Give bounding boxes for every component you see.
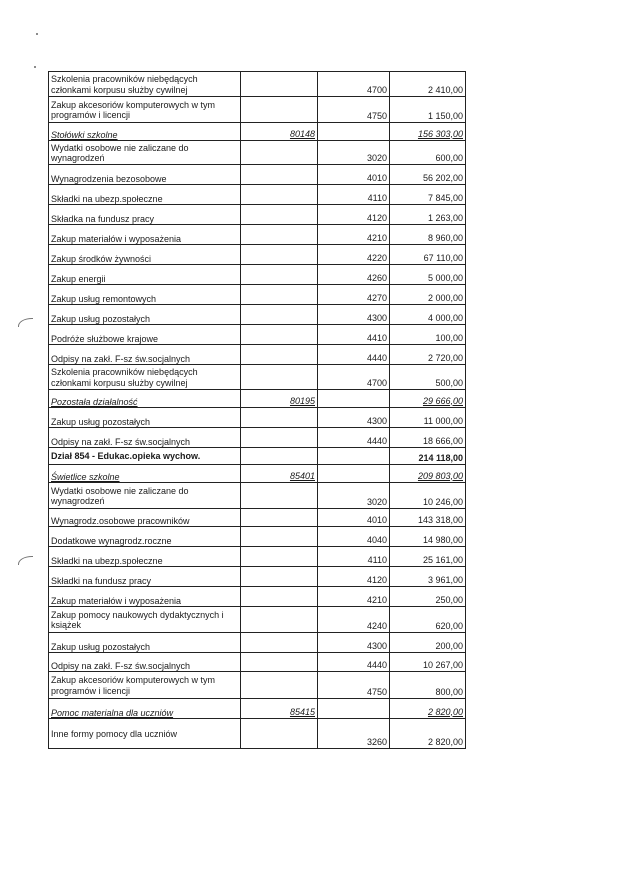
row-paragraph-code: [318, 205, 390, 224]
row-section-code: [241, 428, 318, 447]
row-name: [49, 408, 241, 427]
row-amount-text: 209 803,00: [417, 470, 463, 481]
row-section-code: [241, 587, 318, 606]
row-amount-text: 11 000,00: [423, 415, 463, 426]
row-name-text: Zakup energii: [51, 273, 106, 284]
row-section-code: [241, 165, 318, 184]
row-section-code: [241, 465, 318, 482]
row-amount-text: 800,00: [435, 686, 463, 697]
row-paragraph-code-text: 4440: [366, 435, 387, 446]
table-row: [49, 633, 465, 653]
row-paragraph-code-text: 4750: [366, 110, 387, 121]
row-paragraph-code-text: 4260: [366, 272, 387, 283]
row-paragraph-code: [318, 265, 390, 284]
row-name-text: Składka na fundusz pracy: [51, 213, 155, 224]
table-row: [49, 165, 465, 185]
row-name: [49, 465, 241, 482]
row-amount-text: 1 263,00: [427, 212, 463, 223]
table-row: [49, 509, 465, 527]
row-name: [49, 245, 241, 264]
row-paragraph-code-text: 4700: [366, 377, 387, 388]
row-name: [49, 225, 241, 244]
row-name: [49, 567, 241, 586]
row-name-text: Wydatki osobowe nie zaliczane do wynagrodzeń: [51, 485, 189, 506]
row-paragraph-code-text: 4240: [366, 620, 387, 631]
row-name: [49, 72, 241, 96]
row-name: [49, 672, 241, 698]
row-name: [49, 483, 241, 508]
row-paragraph-code-text: 4220: [366, 252, 387, 263]
row-amount: [390, 428, 465, 447]
row-section-code: [241, 265, 318, 284]
row-name-text: Zakup akcesoriów komputerowych w tym programów i licencji: [51, 675, 216, 696]
row-paragraph-code: [318, 365, 390, 389]
row-amount-text: 18 666,00: [422, 435, 463, 446]
row-name: [49, 428, 241, 447]
row-paragraph-code: [318, 607, 390, 632]
row-section-code: [241, 141, 318, 164]
row-amount: [390, 672, 465, 698]
row-amount: [390, 265, 465, 284]
row-paragraph-code: [318, 285, 390, 304]
table-row: [49, 547, 465, 567]
row-name-text: Dodatkowe wynagrodz.roczne: [51, 535, 172, 546]
row-paragraph-code-text: 4750: [366, 686, 387, 697]
table-row: [49, 719, 465, 749]
row-amount-text: 29 666,00: [422, 395, 463, 406]
row-amount-text: 600,00: [435, 152, 463, 163]
row-paragraph-code-text: 4010: [366, 514, 387, 525]
row-name: [49, 653, 241, 671]
row-section-code: [241, 448, 318, 464]
row-section-code: [241, 509, 318, 526]
row-section-code: [241, 245, 318, 264]
table-row: [49, 205, 465, 225]
row-amount: [390, 448, 465, 464]
row-section-code: [241, 185, 318, 204]
row-paragraph-code-text: 3020: [366, 496, 387, 507]
row-paragraph-code: [318, 672, 390, 698]
row-paragraph-code: [318, 408, 390, 427]
row-paragraph-code: [318, 567, 390, 586]
row-paragraph-code-text: 4010: [366, 172, 387, 183]
row-paragraph-code-text: 4120: [366, 212, 387, 223]
row-paragraph-code: [318, 225, 390, 244]
budget-table: [48, 71, 466, 749]
table-row: [49, 185, 465, 205]
row-section-code: [241, 653, 318, 671]
row-paragraph-code: [318, 97, 390, 122]
row-section-code: [241, 699, 318, 718]
row-amount: [390, 225, 465, 244]
row-amount: [390, 285, 465, 304]
table-row: [49, 672, 465, 699]
row-name-text: Pozostała działalność: [51, 396, 138, 407]
row-name-text: Szkolenia pracowników niebędących członkami korpusu służby cywilnej: [51, 367, 198, 388]
row-paragraph-code-text: 4210: [366, 594, 387, 605]
row-paragraph-code: [318, 547, 390, 566]
row-amount: [390, 72, 465, 96]
row-name-text: Zakup pomocy naukowych dydaktycznych i książek: [51, 609, 224, 630]
table-row: [49, 607, 465, 633]
row-amount-text: 10 267,00: [422, 659, 463, 670]
row-paragraph-code-text: 4700: [366, 84, 387, 95]
dzial-row: [49, 448, 465, 465]
row-amount: [390, 205, 465, 224]
row-amount: [390, 527, 465, 546]
row-section-code-text: 85401: [289, 470, 315, 481]
row-section-code: [241, 633, 318, 652]
table-row: [49, 428, 465, 448]
row-paragraph-code-text: 4300: [366, 640, 387, 651]
row-section-code: [241, 527, 318, 546]
section-row: [49, 699, 465, 719]
row-name: [49, 141, 241, 164]
row-amount: [390, 483, 465, 508]
table-row: [49, 365, 465, 390]
row-name-text: Inne formy pomocy dla uczniów: [51, 728, 178, 739]
row-amount: [390, 408, 465, 427]
row-paragraph-code: [318, 719, 390, 748]
row-paragraph-code: [318, 527, 390, 546]
row-amount-text: 67 110,00: [423, 252, 463, 263]
row-name-text: Pomoc materialna dla uczniów: [51, 707, 174, 718]
row-name: [49, 587, 241, 606]
row-amount: [390, 325, 465, 344]
row-paragraph-code: [318, 185, 390, 204]
row-name-text: Wydatki osobowe nie zaliczane do wynagrodzeń: [51, 142, 189, 163]
row-name-text: Składki na fundusz pracy: [51, 575, 152, 586]
row-name: [49, 165, 241, 184]
row-name: [49, 448, 241, 464]
row-amount-text: 5 000,00: [427, 272, 463, 283]
row-amount-text: 250,00: [435, 594, 463, 605]
row-amount-text: 100,00: [435, 332, 463, 343]
row-name: [49, 699, 241, 718]
row-name: [49, 185, 241, 204]
section-row: [49, 465, 465, 483]
row-name-text: Odpisy na zakł. F-sz św.socjalnych: [51, 436, 191, 447]
row-amount-text: 25 161,00: [422, 554, 463, 565]
row-name-text: Wynagrodzenia bezosobowe: [51, 173, 167, 184]
row-paragraph-code: [318, 509, 390, 526]
row-paragraph-code-text: 4040: [366, 534, 387, 545]
row-amount: [390, 653, 465, 671]
row-name-text: Dział 854 - Edukac.opieka wychow.: [51, 451, 201, 462]
row-amount-text: 56 202,00: [422, 172, 463, 183]
row-name: [49, 527, 241, 546]
punch-hole-mark: [18, 556, 33, 565]
row-paragraph-code: [318, 699, 390, 718]
row-amount: [390, 185, 465, 204]
row-name: [49, 205, 241, 224]
row-paragraph-code-text: 4440: [366, 659, 387, 670]
row-amount-text: 214 118,00: [418, 452, 463, 463]
row-amount-text: 2 820,00: [427, 706, 463, 717]
table-row: [49, 97, 465, 123]
row-amount-text: 8 960,00: [427, 232, 463, 243]
row-paragraph-code: [318, 390, 390, 407]
row-section-code: [241, 719, 318, 748]
row-section-code: [241, 390, 318, 407]
row-amount: [390, 365, 465, 389]
table-row: [49, 527, 465, 547]
row-amount: [390, 345, 465, 364]
row-paragraph-code: [318, 448, 390, 464]
row-paragraph-code-text: 4270: [366, 292, 387, 303]
row-amount-text: 10 246,00: [422, 496, 463, 507]
row-paragraph-code: [318, 72, 390, 96]
section-row: [49, 390, 465, 408]
row-section-code: [241, 325, 318, 344]
section-row: [49, 123, 465, 141]
row-amount: [390, 141, 465, 164]
row-amount: [390, 547, 465, 566]
row-paragraph-code-text: 4300: [366, 312, 387, 323]
row-paragraph-code: [318, 305, 390, 324]
row-amount: [390, 699, 465, 718]
row-name-text: Wynagrodz.osobowe pracowników: [51, 515, 190, 526]
row-name-text: Zakup materiałów i wyposażenia: [51, 233, 182, 244]
row-amount-text: 1 150,00: [427, 110, 463, 121]
table-row: [49, 245, 465, 265]
row-section-code: [241, 123, 318, 140]
row-paragraph-code-text: 4210: [366, 232, 387, 243]
row-amount-text: 3 961,00: [427, 574, 463, 585]
row-name-text: Odpisy na zakł. F-sz św.socjalnych: [51, 660, 191, 671]
row-amount: [390, 305, 465, 324]
row-amount: [390, 97, 465, 122]
row-name-text: Podróże służbowe krajowe: [51, 333, 159, 344]
row-amount-text: 156 303,00: [417, 128, 463, 139]
row-name: [49, 97, 241, 122]
row-name: [49, 285, 241, 304]
row-section-code: [241, 72, 318, 96]
table-row: [49, 305, 465, 325]
scan-speck: [36, 33, 38, 35]
row-amount: [390, 587, 465, 606]
scan-speck: [34, 66, 36, 68]
punch-hole-mark: [18, 318, 33, 327]
row-amount-text: 143 318,00: [417, 514, 463, 525]
row-amount: [390, 567, 465, 586]
row-name-text: Zakup usług pozostałych: [51, 641, 151, 652]
table-row: [49, 483, 465, 509]
row-name: [49, 265, 241, 284]
row-name: [49, 547, 241, 566]
row-paragraph-code: [318, 245, 390, 264]
row-paragraph-code: [318, 587, 390, 606]
row-name: [49, 325, 241, 344]
row-paragraph-code-text: 4110: [367, 554, 387, 565]
table-row: [49, 587, 465, 607]
row-name-text: Zakup materiałów i wyposażenia: [51, 595, 182, 606]
row-amount: [390, 633, 465, 652]
table-row: [49, 72, 465, 97]
row-name: [49, 305, 241, 324]
row-section-code: [241, 205, 318, 224]
row-paragraph-code: [318, 325, 390, 344]
row-name: [49, 345, 241, 364]
row-paragraph-code-text: 3260: [366, 736, 387, 747]
row-name-text: Szkolenia pracowników niebędących członkami korpusu służby cywilnej: [51, 74, 198, 95]
row-paragraph-code: [318, 465, 390, 482]
table-row: [49, 225, 465, 245]
row-amount-text: 200,00: [435, 640, 463, 651]
row-paragraph-code-text: 4110: [367, 192, 387, 203]
row-amount-text: 2 000,00: [427, 292, 463, 303]
row-name-text: Zakup akcesoriów komputerowych w tym programów i licencji: [51, 99, 216, 120]
row-paragraph-code: [318, 633, 390, 652]
row-name-text: Składki na ubezp.społeczne: [51, 193, 163, 204]
row-paragraph-code: [318, 428, 390, 447]
row-amount-text: 500,00: [435, 377, 463, 388]
row-name: [49, 633, 241, 652]
row-amount: [390, 165, 465, 184]
row-name-text: Zakup usług pozostałych: [51, 313, 151, 324]
row-amount-text: 4 000,00: [427, 312, 463, 323]
row-name-text: Zakup usług remontowych: [51, 293, 157, 304]
row-amount-text: 620,00: [435, 620, 463, 631]
row-amount: [390, 509, 465, 526]
row-section-code: [241, 365, 318, 389]
row-section-code-text: 80195: [289, 395, 315, 406]
table-row: [49, 285, 465, 305]
table-row: [49, 325, 465, 345]
row-section-code-text: 85415: [289, 706, 315, 717]
row-name-text: Świetlice szkolne: [51, 471, 120, 482]
table-row: [49, 653, 465, 672]
table-row: [49, 567, 465, 587]
table-row: [49, 345, 465, 365]
table-row: [49, 408, 465, 428]
row-section-code: [241, 285, 318, 304]
row-name: [49, 719, 241, 748]
row-amount: [390, 465, 465, 482]
row-amount: [390, 719, 465, 748]
row-amount: [390, 607, 465, 632]
row-name: [49, 390, 241, 407]
row-name-text: Odpisy na zakł. F-sz św.socjalnych: [51, 353, 191, 364]
row-amount: [390, 245, 465, 264]
row-name: [49, 509, 241, 526]
row-paragraph-code: [318, 483, 390, 508]
row-section-code: [241, 547, 318, 566]
row-amount: [390, 390, 465, 407]
row-section-code: [241, 345, 318, 364]
row-paragraph-code-text: 4410: [366, 332, 387, 343]
row-section-code-text: 80148: [289, 128, 315, 139]
row-paragraph-code-text: 4300: [366, 415, 387, 426]
row-paragraph-code-text: 4440: [366, 352, 387, 363]
row-paragraph-code: [318, 165, 390, 184]
row-name: [49, 607, 241, 632]
row-amount-text: 7 845,00: [427, 192, 463, 203]
row-paragraph-code: [318, 123, 390, 140]
row-section-code: [241, 567, 318, 586]
row-section-code: [241, 672, 318, 698]
row-name: [49, 365, 241, 389]
row-section-code: [241, 483, 318, 508]
row-name-text: Składki na ubezp.społeczne: [51, 555, 163, 566]
row-amount-text: 2 410,00: [427, 84, 463, 95]
row-section-code: [241, 607, 318, 632]
row-amount-text: 2 720,00: [427, 352, 463, 363]
row-paragraph-code-text: 3020: [366, 152, 387, 163]
row-paragraph-code: [318, 141, 390, 164]
row-amount-text: 2 820,00: [427, 736, 463, 747]
table-row: [49, 141, 465, 165]
row-name-text: Zakup środków żywności: [51, 253, 152, 264]
row-paragraph-code: [318, 345, 390, 364]
row-name-text: Zakup usług pozostałych: [51, 416, 151, 427]
row-paragraph-code-text: 4120: [366, 574, 387, 585]
row-name: [49, 123, 241, 140]
row-section-code: [241, 97, 318, 122]
table-row: [49, 265, 465, 285]
row-paragraph-code: [318, 653, 390, 671]
row-amount-text: 14 980,00: [422, 534, 463, 545]
row-section-code: [241, 305, 318, 324]
row-name-text: Stołówki szkolne: [51, 129, 118, 140]
row-section-code: [241, 225, 318, 244]
row-amount: [390, 123, 465, 140]
row-section-code: [241, 408, 318, 427]
